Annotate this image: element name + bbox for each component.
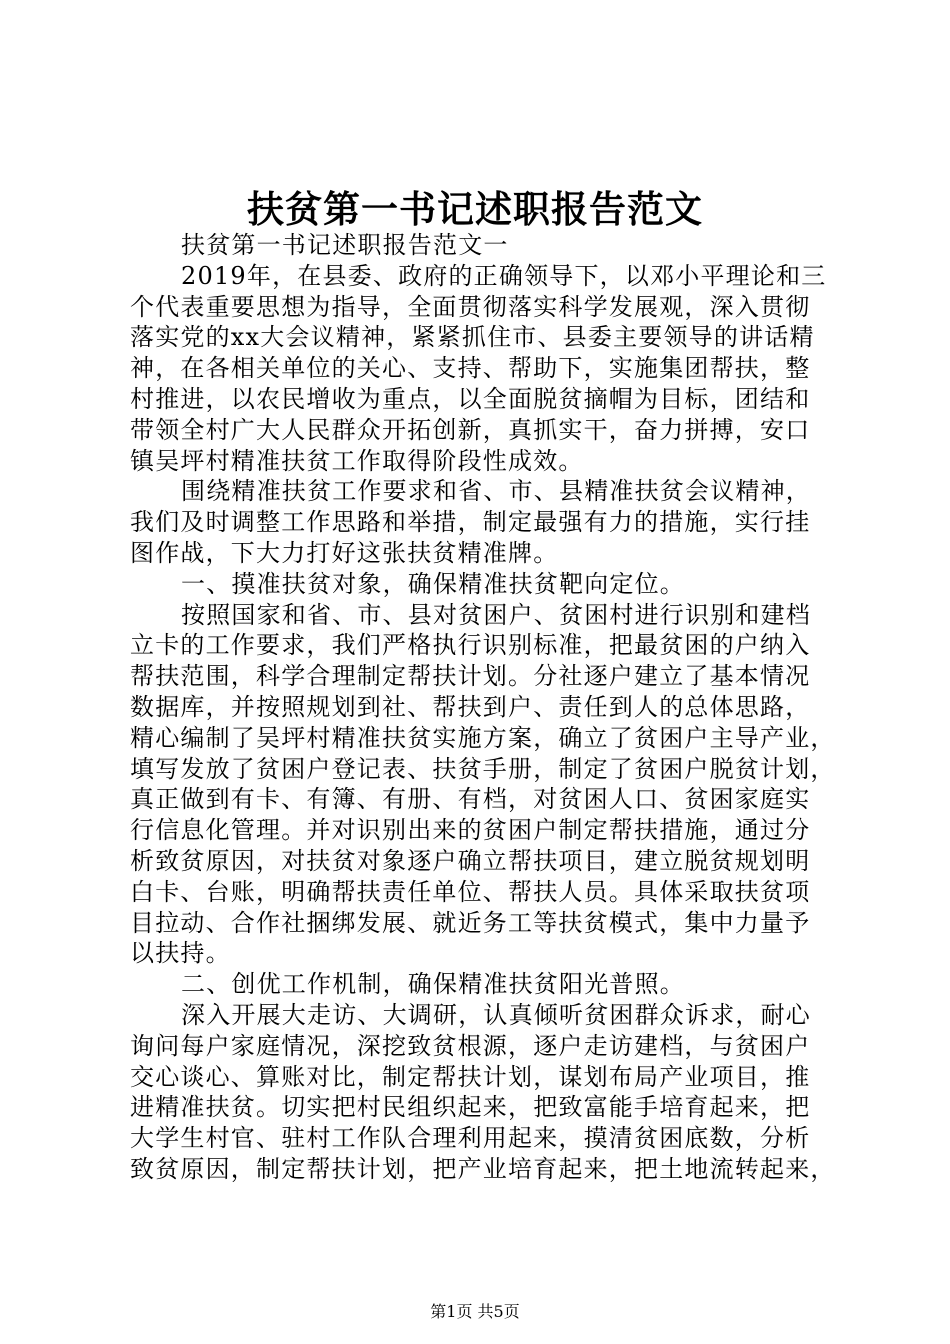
text-line: 2019年，在县委、政府的正确领导下，以邓小平理论和三 — [181, 261, 827, 290]
text-line: 白卡、台账，明确帮扶责任单位、帮扶人员。具体采取扶贫项 — [130, 877, 811, 906]
text-line: 致贫原因，制定帮扶计划，把产业培育起来，把土地流转起来， — [130, 1154, 836, 1183]
section-heading: 二、创优工作机制，确保精准扶贫阳光普照。 — [181, 970, 685, 999]
text-line: 扶贫第一书记述职报告范文一 — [181, 231, 509, 259]
text-line: 落实党的xx大会议精神，紧紧抓住市、县委主要领导的讲话精 — [130, 323, 815, 352]
text-line: 填写发放了贫困户登记表、扶贫手册，制定了贫困户脱贫计划， — [130, 754, 836, 783]
text-line: 数据库，并按照规划到社、帮扶到户、责任到人的总体思路， — [130, 692, 811, 721]
text-line: 我们及时调整工作思路和举措，制定最强有力的措施，实行挂 — [130, 508, 811, 537]
text-line: 目拉动、合作社捆绑发展、就近务工等扶贫模式，集中力量予 — [130, 908, 811, 937]
text-line: 围绕精准扶贫工作要求和省、市、县精准扶贫会议精神， — [181, 477, 811, 506]
text-line: 神，在各相关单位的关心、支持、帮助下，实施集团帮扶，整 — [130, 354, 811, 383]
text-line: 询问每户家庭情况，深挖致贫根源，逐户走访建档，与贫困户 — [130, 1031, 811, 1060]
text-line: 以扶持。 — [130, 939, 231, 968]
text-line: 精心编制了吴坪村精准扶贫实施方案，确立了贫困户主导产业， — [130, 723, 836, 752]
text-line: 大学生村官、驻村工作队合理利用起来，摸清贫困底数，分析 — [130, 1124, 811, 1153]
text-line: 村推进，以农民增收为重点，以全面脱贫摘帽为目标，团结和 — [130, 384, 811, 413]
text-line: 进精准扶贫。切实把村民组织起来，把致富能手培育起来，把 — [130, 1093, 811, 1122]
text-line: 图作战，下大力打好这张扶贫精准牌。 — [130, 538, 559, 567]
text-line: 按照国家和省、市、县对贫困户、贫困村进行识别和建档 — [181, 600, 811, 629]
text-line: 镇吴坪村精准扶贫工作取得阶段性成效。 — [130, 446, 584, 475]
text-line: 深入开展大走访、大调研，认真倾听贫困群众诉求，耐心 — [181, 1000, 811, 1029]
section-heading: 一、摸准扶贫对象，确保精准扶贫靶向定位。 — [181, 569, 685, 598]
text-line: 带领全村广大人民群众开拓创新，真抓实干，奋力拼搏，安口 — [130, 415, 811, 444]
text-line: 个代表重要思想为指导，全面贯彻落实科学发展观，深入贯彻 — [130, 292, 811, 321]
text-line: 析致贫原因，对扶贫对象逐户确立帮扶项目，建立脱贫规划明 — [130, 846, 811, 875]
document-body — [130, 230, 836, 1185]
text-line: 立卡的工作要求，我们严格执行识别标准，把最贫困的户纳入 — [130, 631, 811, 660]
text-line: 帮扶范围，科学合理制定帮扶计划。分社逐户建立了基本情况 — [130, 662, 811, 691]
text-line: 真正做到有卡、有簿、有册、有档，对贫困人口、贫困家庭实 — [130, 785, 811, 814]
text-line: 交心谈心、算账对比，制定帮扶计划，谋划布局产业项目，推 — [130, 1062, 811, 1091]
page-footer: 第1页 共5页 — [430, 1302, 520, 1321]
text-line: 行信息化管理。并对识别出来的贫困户制定帮扶措施，通过分 — [130, 816, 811, 845]
document-title: 扶贫第一书记述职报告范文 — [247, 187, 703, 231]
